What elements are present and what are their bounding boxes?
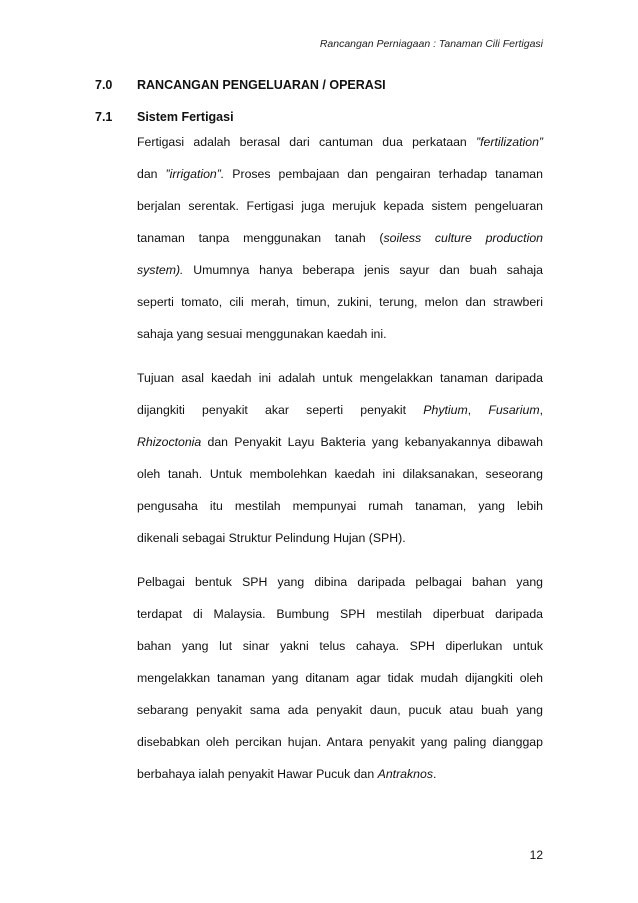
text-run: oleh tanah. Untuk membolehkan kaedah ini dilaksanakan, seseorang <box>137 467 543 481</box>
italic-term: system). <box>137 263 184 277</box>
text-run: seperti tomato, cili merah, timun, zukini, terung, melon dan strawberi <box>137 295 543 309</box>
text-run: pengusaha itu mestilah mempunyai rumah tanaman, yang lebih <box>137 499 543 513</box>
text-run: Pelbagai bentuk SPH yang dibina daripada pelbagai bahan yang <box>137 575 543 589</box>
text-line <box>137 362 543 394</box>
text-run: mengelakkan tanaman yang ditanam agar tidak mudah dijangkiti oleh <box>137 671 543 685</box>
text-line <box>137 662 543 694</box>
section-title: RANCANGAN PENGELUARAN / OPERASI <box>137 78 386 92</box>
italic-term: Antraknos <box>377 767 433 781</box>
text-line <box>137 190 543 222</box>
italic-term: Rhizoctonia <box>137 435 202 449</box>
text-line <box>137 158 543 190</box>
text-line <box>137 222 543 254</box>
paragraph-tujuan-kaedah <box>137 362 543 554</box>
text-line <box>137 726 543 758</box>
text-line <box>137 394 543 426</box>
text-run: , <box>539 403 543 417</box>
page-number: 12 <box>529 848 543 862</box>
text-run: bahan yang lut sinar yakni telus cahaya. SPH diperlukan untuk <box>137 639 543 653</box>
text-run: dikenali sebagai Struktur Pelindung Hujan (SPH). <box>137 531 406 545</box>
text-line <box>137 458 543 490</box>
text-run: Proses pembajaan dan pengairan terhadap tanaman <box>224 167 543 181</box>
text-line <box>137 318 543 350</box>
italic-term: ”fertilization” <box>476 135 543 149</box>
text-run: Umumnya hanya beberapa jenis sayur dan buah sahaja <box>183 263 543 277</box>
text-line <box>137 426 543 458</box>
italic-term: ”irrigation”. <box>165 167 225 181</box>
text-run: dan <box>137 167 166 181</box>
text-line <box>137 490 543 522</box>
text-line <box>137 254 543 286</box>
text-run: berbahaya ialah penyakit Hawar Pucuk dan <box>137 767 378 781</box>
text-line <box>137 522 543 554</box>
text-run: dan Penyakit Layu Bakteria yang kebanyakannya dibawah <box>201 435 543 449</box>
text-run: sebarang penyakit sama ada penyakit daun, pucuk atau buah yang <box>137 703 543 717</box>
text-run: sahaja yang sesuai menggunakan kaedah ini. <box>137 327 387 341</box>
paragraph-fertigasi-definition <box>137 126 543 350</box>
text-line <box>137 566 543 598</box>
running-header: Rancangan Perniagaan : Tanaman Cili Fertigasi <box>319 38 543 50</box>
text-run: , <box>467 403 489 417</box>
text-line <box>137 598 543 630</box>
text-run: tanaman tanpa menggunakan tanah ( <box>137 231 384 245</box>
text-run: . <box>433 767 437 781</box>
text-line <box>137 630 543 662</box>
italic-term: Fusarium <box>488 403 540 417</box>
text-line <box>137 694 543 726</box>
text-run: berjalan serentak. Fertigasi juga merujuk kepada sistem pengeluaran <box>137 199 543 213</box>
italic-term: soiless culture production <box>383 231 543 245</box>
text-run: dijangkiti penyakit akar seperti penyakit <box>137 403 424 417</box>
subsection-number: 7.1 <box>95 110 113 124</box>
subsection-title: Sistem Fertigasi <box>137 110 234 124</box>
text-line <box>137 286 543 318</box>
text-run: terdapat di Malaysia. Bumbung SPH mestilah diperbuat daripada <box>137 607 543 621</box>
text-run: Fertigasi adalah berasal dari cantuman dua perkataan <box>137 135 477 149</box>
text-run: disebabkan oleh percikan hujan. Antara penyakit yang paling dianggap <box>137 735 543 749</box>
paragraph-struktur-sph <box>137 566 543 790</box>
text-line <box>137 758 543 790</box>
italic-term: Phytium <box>423 403 468 417</box>
section-number: 7.0 <box>95 78 113 92</box>
text-run: Tujuan asal kaedah ini adalah untuk mengelakkan tanaman daripada <box>137 371 543 385</box>
text-line <box>137 126 543 158</box>
